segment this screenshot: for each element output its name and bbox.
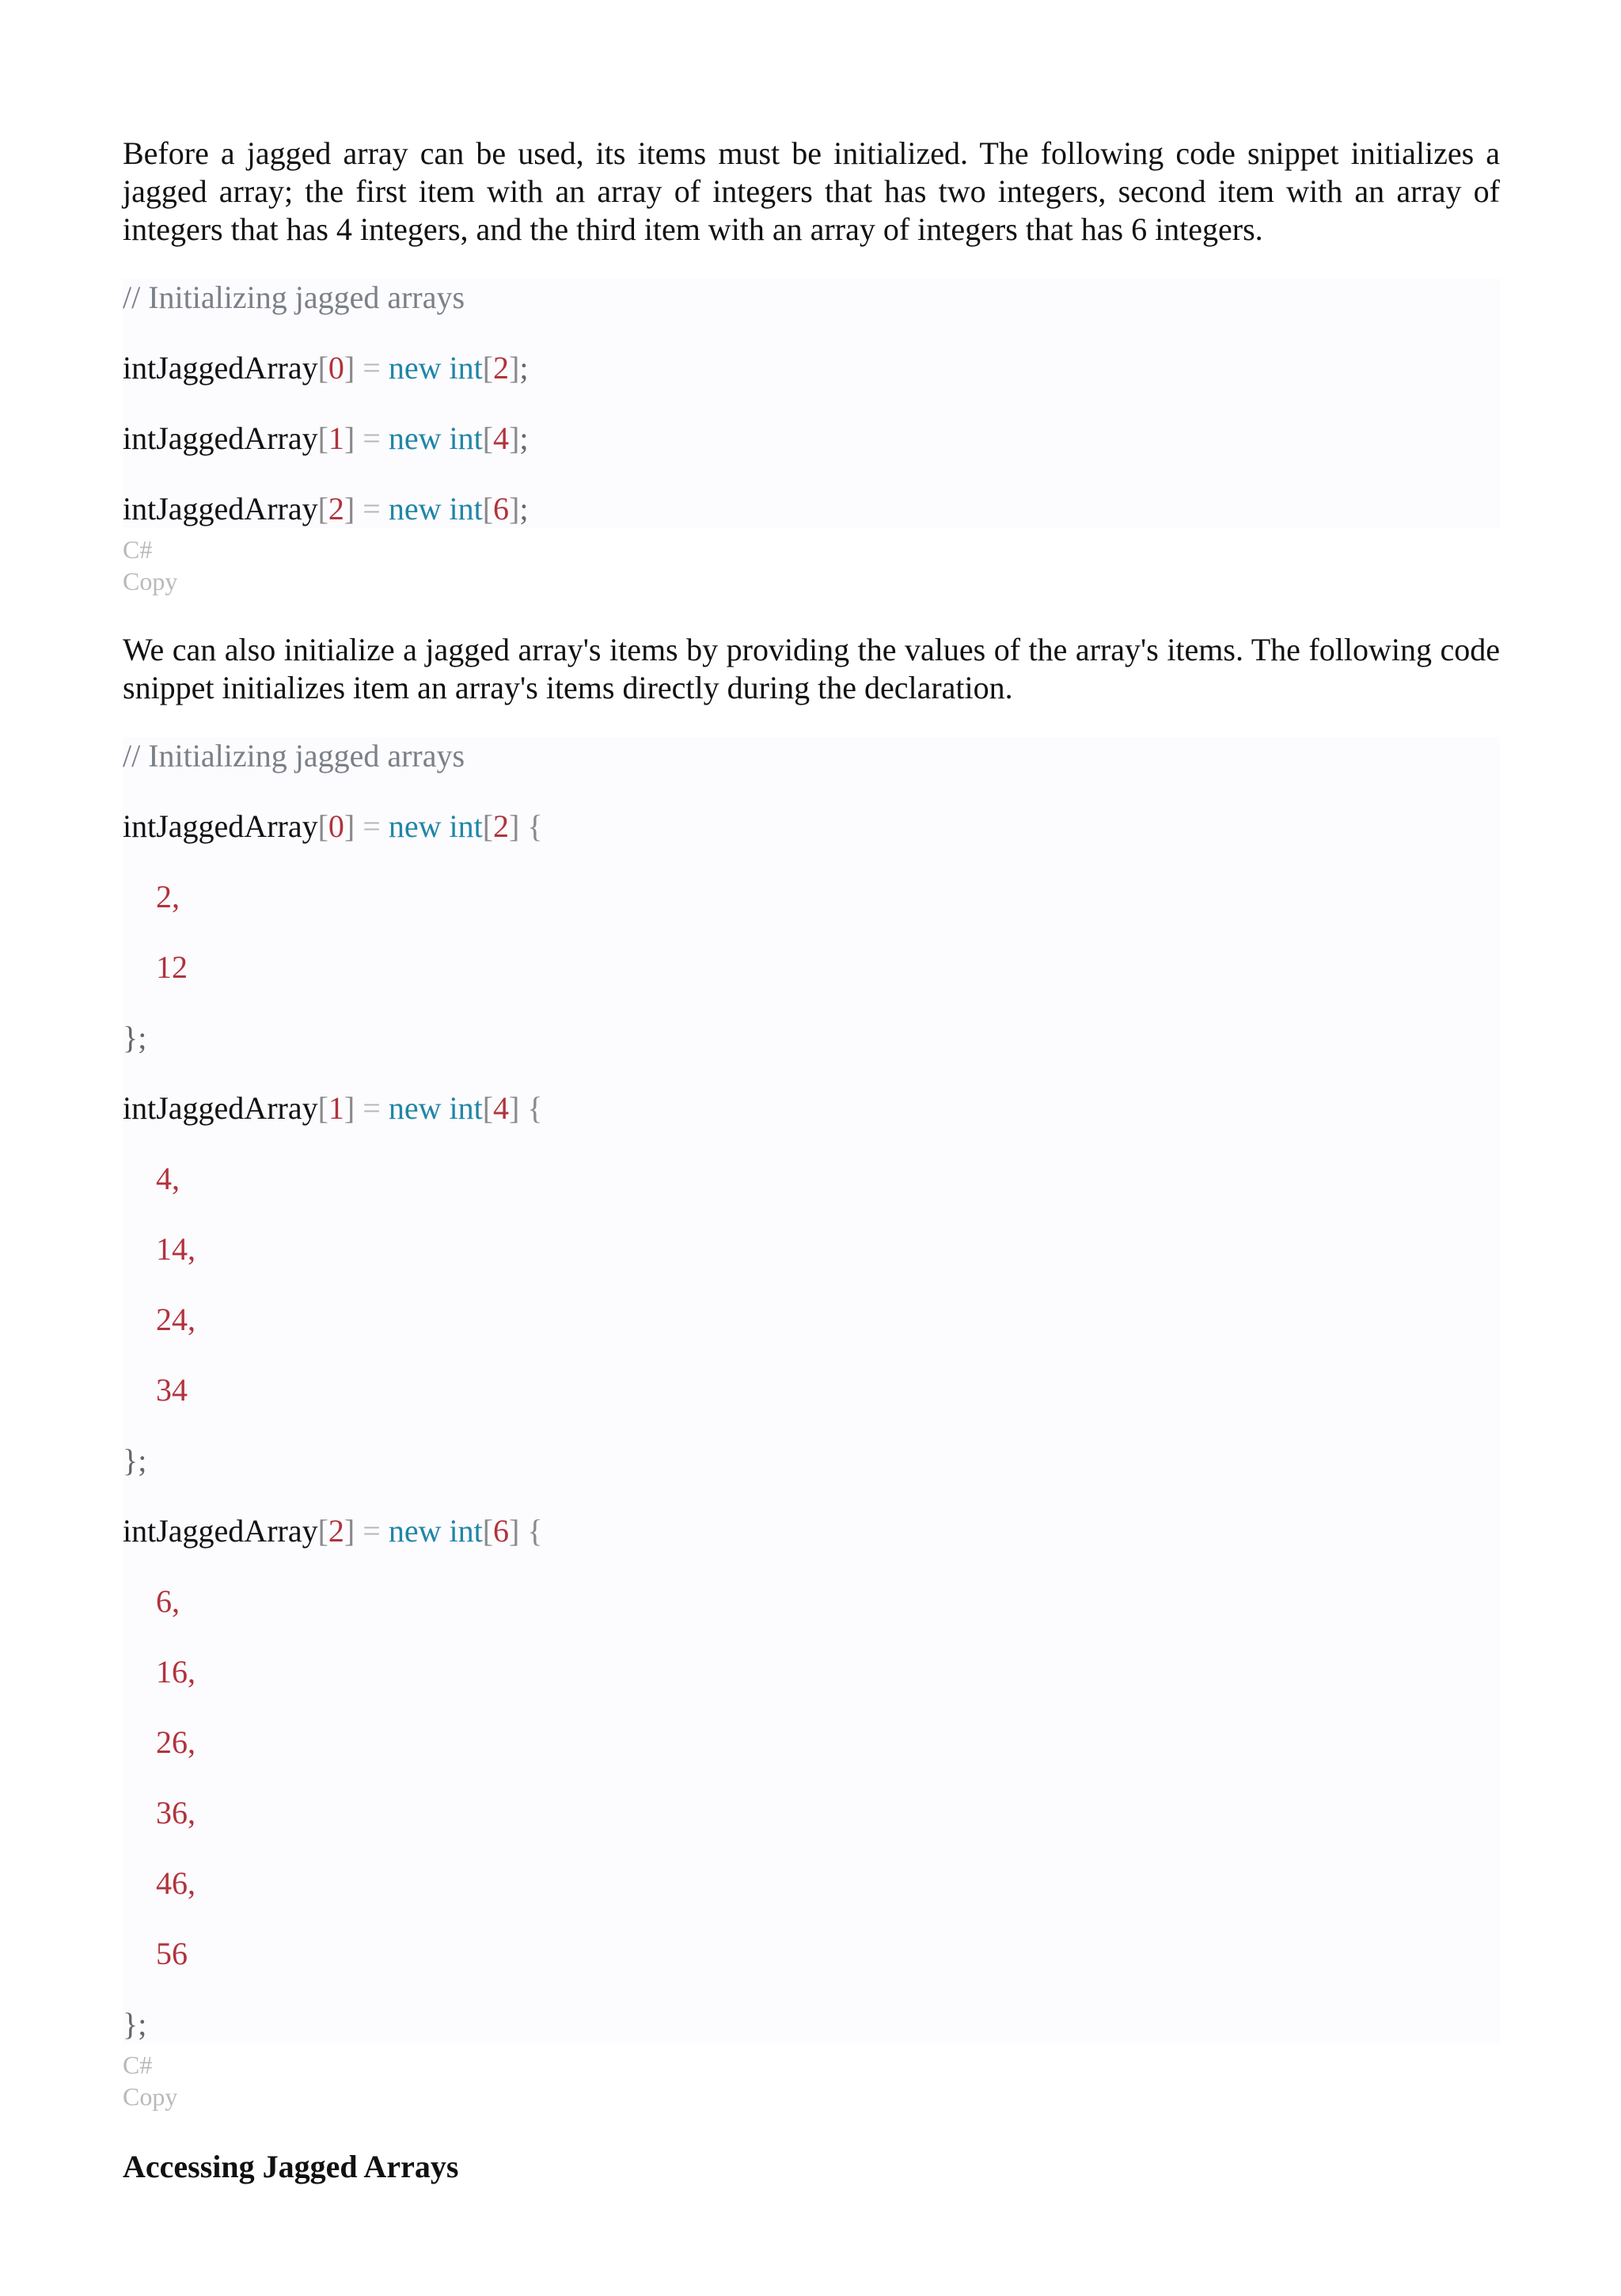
code-value: 46, (156, 1865, 196, 1901)
code-size: 4 (493, 1090, 510, 1126)
code-value: 26, (156, 1724, 196, 1760)
paragraph-initialize-values: We can also initialize a jagged array's items by providing the values of the array's items. The following code snippet initializes item an array's items directly during the declaration. (123, 632, 1500, 705)
copy-button[interactable]: Copy (123, 2082, 178, 2111)
section-heading: Accessing Jagged Arrays (123, 2149, 459, 2184)
code-line: intJaggedArray[0] = new int[2]; (123, 350, 529, 386)
code-block-2 (123, 737, 1500, 2043)
code-index: 2 (328, 491, 344, 526)
language-label: C# (123, 535, 153, 564)
code-identifier: intJaggedArray (123, 1090, 318, 1126)
code-index: 0 (328, 808, 344, 844)
code-comment: // Initializing jagged arrays (123, 279, 465, 315)
code-keyword: new int (388, 1090, 483, 1126)
code-line: intJaggedArray[2] = new int[6] { (123, 1513, 543, 1549)
code-value: 12 (156, 949, 188, 985)
code-line: intJaggedArray[1] = new int[4]; (123, 420, 529, 456)
code-operator: = (355, 350, 389, 386)
code-value: 16, (156, 1654, 196, 1690)
code-open-brace: { (519, 808, 543, 844)
code-identifier: intJaggedArray (123, 808, 318, 844)
code-line: intJaggedArray[2] = new int[6]; (123, 491, 529, 526)
code-value: 56 (156, 1936, 188, 1971)
code-meta-2 (123, 2050, 1500, 2113)
code-identifier: intJaggedArray (123, 420, 318, 456)
paragraph-intro: Before a jagged array can be used, its items must be initialized. The following code snippet initializes a jagged array; the first item with an array of integers that has two integers, second item with an array of integers that has 4 integers, and the third item with an array of integers that has 6 integers. (123, 135, 1500, 247)
code-keyword: new int (388, 350, 483, 386)
code-line: intJaggedArray[0] = new int[2] { (123, 808, 543, 844)
code-value: 2, (156, 879, 180, 914)
code-operator: = (355, 808, 389, 844)
code-size: 6 (493, 1513, 510, 1549)
code-line: intJaggedArray[1] = new int[4] { (123, 1090, 543, 1126)
code-value: 6, (156, 1583, 180, 1619)
code-tail: ; (519, 420, 529, 456)
code-size: 4 (493, 420, 510, 456)
code-identifier: intJaggedArray (123, 350, 318, 386)
code-block-1 (123, 279, 1500, 528)
language-label: C# (123, 2051, 153, 2079)
code-index: 1 (328, 420, 344, 456)
document-page (123, 135, 1500, 2186)
code-open-brace: { (519, 1090, 543, 1126)
code-keyword: new int (388, 420, 483, 456)
code-tail: ; (519, 491, 529, 526)
code-size: 2 (493, 808, 510, 844)
code-identifier: intJaggedArray (123, 1513, 318, 1549)
code-close-brace: }; (123, 1020, 147, 1055)
code-value: 34 (156, 1372, 188, 1408)
code-operator: = (355, 1090, 389, 1126)
code-index: 1 (328, 1090, 344, 1126)
code-meta-1 (123, 534, 1500, 598)
code-close-brace: }; (123, 1443, 147, 1478)
code-value: 24, (156, 1302, 196, 1337)
code-size: 2 (493, 350, 510, 386)
code-value: 14, (156, 1231, 196, 1267)
code-index: 2 (328, 1513, 344, 1549)
code-keyword: new int (388, 1513, 483, 1549)
code-operator: = (355, 491, 389, 526)
code-identifier: intJaggedArray (123, 491, 318, 526)
code-tail: ; (519, 350, 529, 386)
code-open-brace: { (519, 1513, 543, 1549)
code-comment: // Initializing jagged arrays (123, 738, 465, 774)
code-close-brace: }; (123, 2006, 147, 2042)
copy-button[interactable]: Copy (123, 567, 178, 595)
code-keyword: new int (388, 491, 483, 526)
code-index: 0 (328, 350, 344, 386)
code-value: 36, (156, 1795, 196, 1830)
code-operator: = (355, 1513, 389, 1549)
code-operator: = (355, 420, 389, 456)
code-size: 6 (493, 491, 510, 526)
code-keyword: new int (388, 808, 483, 844)
code-value: 4, (156, 1161, 180, 1196)
